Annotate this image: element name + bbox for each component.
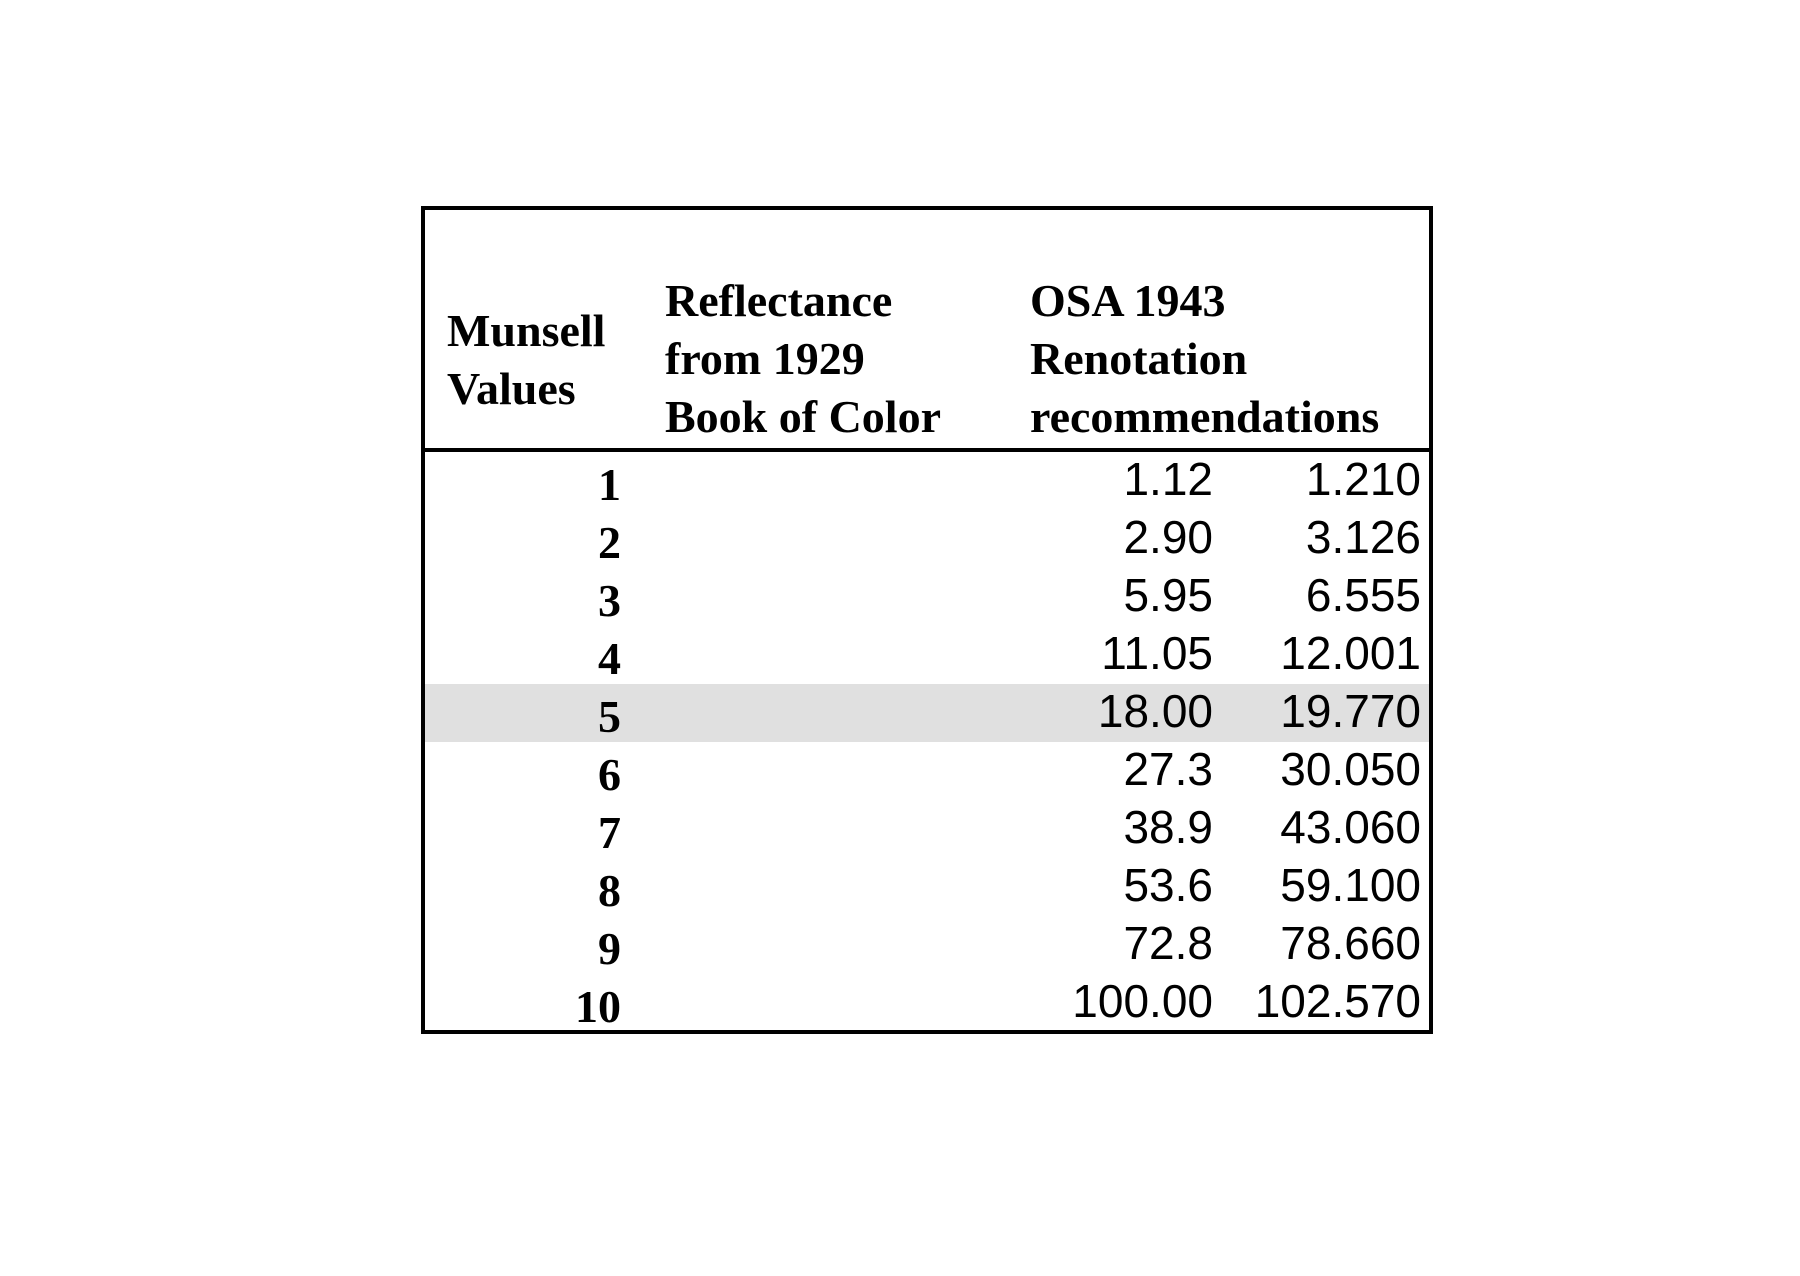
munsell-value-cell: 3 (598, 575, 621, 626)
osa-cell: 59.100 (1280, 859, 1421, 911)
osa-cell: 12.001 (1280, 627, 1421, 679)
osa-cell: 102.570 (1254, 975, 1421, 1027)
header-reflectance-1929: Reflectance from 1929 Book of Color (665, 275, 941, 442)
munsell-reflectance-table (421, 206, 1433, 1034)
reflectance-cell: 38.9 (1123, 801, 1213, 853)
table-row (425, 568, 1429, 626)
table-header-row (425, 210, 1429, 452)
table-body (425, 452, 1429, 1032)
table-row (425, 626, 1429, 684)
header-munsell-values: Munsell Values (447, 305, 606, 414)
reflectance-cell: 2.90 (1123, 511, 1213, 563)
munsell-value-cell: 5 (598, 691, 621, 742)
osa-cell: 43.060 (1280, 801, 1421, 853)
table-row (425, 742, 1429, 800)
munsell-value-cell: 6 (598, 749, 621, 800)
munsell-value-cell: 2 (598, 517, 621, 568)
osa-cell: 30.050 (1280, 743, 1421, 795)
reflectance-cell: 1.12 (1123, 453, 1213, 505)
reflectance-cell: 5.95 (1123, 569, 1213, 621)
reflectance-cell: 11.05 (1101, 627, 1213, 679)
munsell-value-cell: 7 (598, 807, 621, 858)
osa-cell: 3.126 (1305, 511, 1421, 563)
osa-cell: 78.660 (1280, 917, 1421, 969)
table-row (425, 452, 1429, 510)
reflectance-cell: 27.3 (1123, 743, 1213, 795)
table-row (425, 916, 1429, 974)
osa-cell: 19.770 (1280, 685, 1421, 737)
table-row (425, 800, 1429, 858)
osa-cell: 1.210 (1305, 453, 1421, 505)
reflectance-cell: 100.00 (1072, 975, 1213, 1027)
munsell-value-cell: 8 (598, 865, 621, 916)
osa-cell: 6.555 (1305, 569, 1421, 621)
munsell-value-cell: 4 (598, 633, 621, 684)
reflectance-cell: 53.6 (1123, 859, 1213, 911)
munsell-value-cell: 9 (598, 923, 621, 974)
table-row (425, 858, 1429, 916)
munsell-value-cell: 1 (598, 459, 621, 510)
header-osa-1943-renotation: OSA 1943 Renotation recommendations (1030, 275, 1380, 442)
reflectance-cell: 18.00 (1097, 685, 1213, 737)
table-row-highlighted (425, 684, 1429, 742)
table-row (425, 510, 1429, 568)
table-row (425, 974, 1429, 1032)
reflectance-cell: 72.8 (1123, 917, 1213, 969)
munsell-value-cell: 10 (575, 981, 621, 1032)
